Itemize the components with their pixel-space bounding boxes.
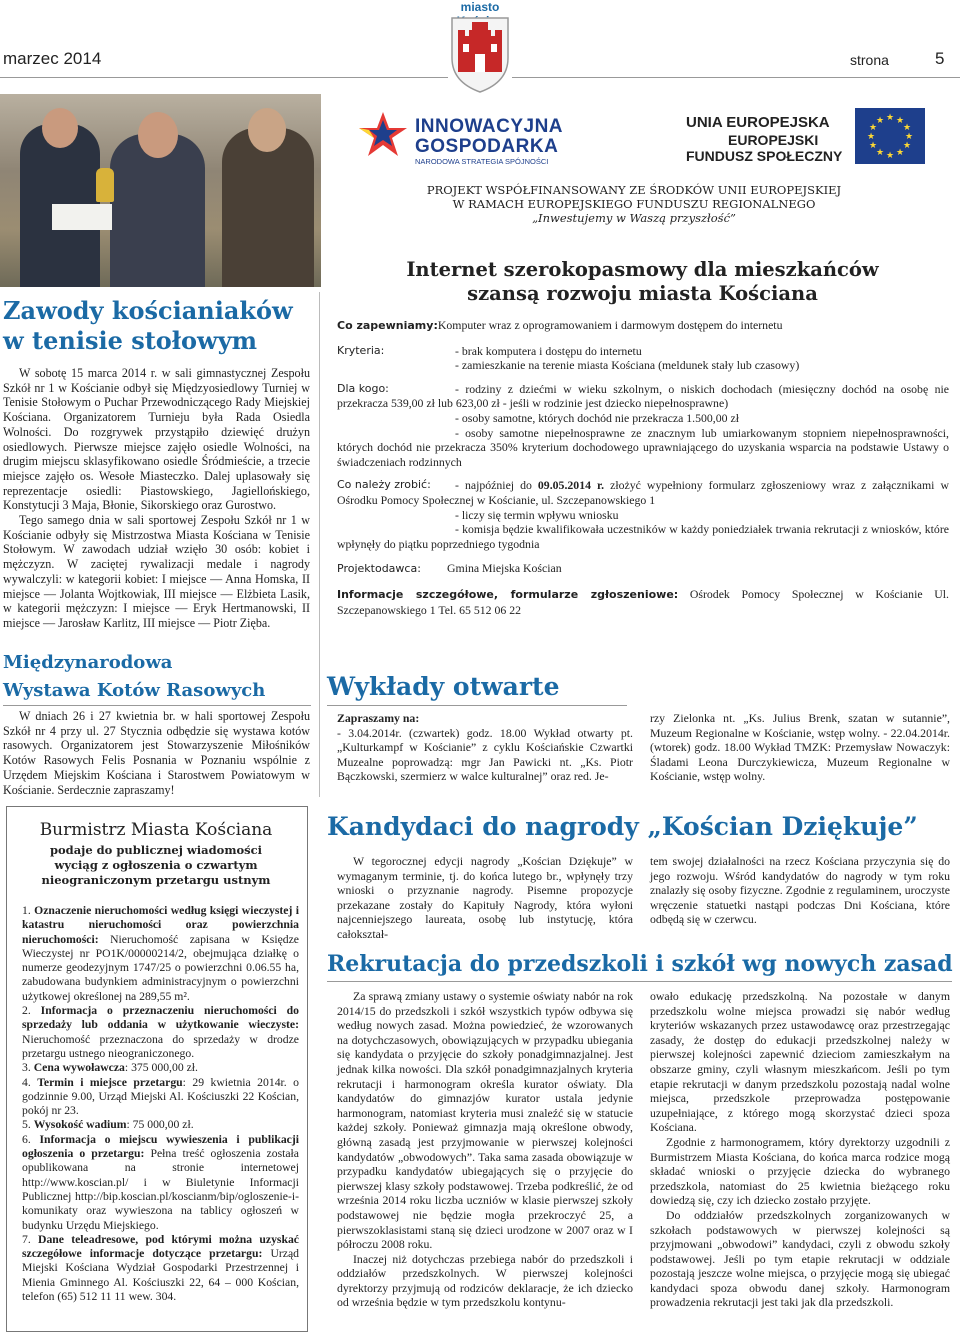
svg-text:★: ★ bbox=[885, 151, 895, 161]
award-col2: tem swojej działalności na rzecz Kościana przyczynia się do jego rozwoju. Wśród kandydatów do nagrody w tym roku znalazły się osoby fizyczne. Zgodnie z regulaminem, uroczyste wręczenie statuetki nastąpi podczas Dni Kościana, które odbędą się w czerwcu. bbox=[650, 854, 950, 927]
svg-text:★: ★ bbox=[875, 116, 885, 126]
recruit-rule bbox=[327, 981, 952, 982]
who-row: Dla kogo: - rodziny z dziećmi w wieku szkolnym, o niskich dochodach (miesięczny dochód na osobę nie przekracza 539,00 zł lub 623,00 zł - jeśli w rodzinie jest dziecko niepełnosprawne) - osoby samotne, których dochód nie przekracza 1.500,00 zł - osoby samotne niepełnosprawne ze znacznym lub umiarkowanym stopniem niepełnosprawności, których dochód nie przekracza 350% kryterium dochodowego uprawniającego do uzyskania wsparcia na podstawie Ustawy o świadczeniach rodzinnych bbox=[337, 381, 949, 469]
eu-line1: UNIA EUROPEJSKA bbox=[686, 114, 830, 131]
ig-star-icon bbox=[357, 110, 409, 158]
project-line1: PROJEKT WSPÓŁFINANSOWANY ZE ŚRODKÓW UNII EUROPEJSKIEJ bbox=[426, 183, 842, 197]
award-col1: W tegorocznej edycji nagrody „Kościan Dziękuje” w wymaganym terminie, tj. do końca lutego br., wpłynęły trzy wnioski o przyznanie nagrody. Pisemne propozycje przekazane zostały do Kapituły Nagrody, która wyłoni najcenniejszego laureata, osobę lub instytucję, która całokształ- bbox=[337, 854, 633, 941]
project-line3: „Inwestujemy w Waszą przyszłość” bbox=[532, 211, 736, 225]
ig-line2: GOSPODARKA bbox=[415, 136, 559, 157]
ig-line1: INNOWACYJNA bbox=[415, 116, 564, 137]
header-rule-right bbox=[512, 77, 960, 78]
svg-text:★: ★ bbox=[868, 123, 878, 133]
criteria-row: Kryteria: - brak komputera i dostępu do internetu - zamieszkanie na terenie miasta Kościana (meldunek stały lub czasowy) bbox=[337, 343, 800, 373]
header-rule bbox=[0, 77, 448, 78]
svg-text:★: ★ bbox=[885, 113, 895, 123]
column-divider bbox=[319, 292, 320, 797]
svg-text:★: ★ bbox=[868, 141, 878, 151]
award-title: Kandydaci do nagrody „Kościan Dziękuje” bbox=[327, 812, 918, 841]
recruit-col1: Za sprawą zmiany ustawy o systemie oświaty nabór na rok 2014/15 do przedszkoli i szkół wszystkich typów odbywa się według nowych zasad. Można powiedzieć, że wzorowanych na dotychczasowych, obowiązujących w przypadku ubiegania się kandydata o przyjęcie do szkoły ponadgimnazjalnej. Jest jednak kilka nowości. Dla szkół ponadgimnazjalnych kryteria rekrutacji i harmonogram określa kurator oświaty. Dla kandydatów do gimnazjów kurator ustala jedynie harmonogram, natomiast kryteria musi znaleźć się w statucie każdej szkoły. Ponieważ gimnazja mają określone obwody, główną zasadą jest przyjmowanie w pierwszej kolejności kandydatów „obwodowych”. Taka sama zasada obowiązuje w przypadku kandydatów ubiegających się o przyjęcie do pierwszej klasy szkoły podstawowej. Trzeba podkreślić, że od września 2014 roku liczba uczniów w klasie pierwszej szkoły podstawowej nie będzie mogła przekroczyć 25, a pierwszoklasistami staną się dzieci urodzone w 2007 oraz w I półroczu 2008 roku. Inaczej niż dotychczas przebiega nabór do przedszkoli i oddziałów przedszkolnych. W pierwszej kolejności dyrektorzy przyjmują od rodziców deklaracje, że ich dziecko od września będzie w tym przedszkolu kontynu- bbox=[337, 989, 633, 1310]
cats-title-rule bbox=[3, 705, 311, 706]
tennis-para2: Tego samego dnia w sali sportowej Zespołu Szkół nr 1 w Kościanie odbyły się Mistrzostwa Miasta Kościana w Tenisie Stołowym. W zawodach udział wzięło 30 osób: kobiet i mężczyzn. W zaciętej rywalizacji medale i nagrody wywalczyli: w kategorii kobiet: I miejsce — Anna Homska, II miejsce — Jolanta Wojtkowiak, III miejsce — Elżbieta Lasik, w kategorii mężczyzn: I miejsce — Eryk Hertmanowski, II miejsce — Jarosław Karlitz, III miejsce — Piotr Zięba. bbox=[3, 513, 310, 630]
projektodawca-row: Projektodawca: Gmina Miejska Kościan bbox=[337, 561, 562, 576]
project-banner bbox=[404, 183, 864, 225]
project-line2: W RAMACH EUROPEJSKIEGO FUNDUSZU REGIONALNEGO bbox=[452, 197, 816, 211]
issue-date: marzec 2014 bbox=[3, 49, 102, 68]
todo-row: Co należy zrobić: - najpóźniej do 09.05.2014 r. złożyć wypełniony formularz zgłoszeniowy wraz z załącznikami w Ośrodku Pomocy Społecznej w Kościanie, ul. Szczepanowskiego 1 - liczy się termin wpływu wniosku - komisja będzie kwalifikowała uczestników w każdy poniedziałek trwania rekrutacji z wniosków, które wpłynęły do piątku poprzedniego tygodnia bbox=[337, 478, 949, 551]
offer-row: Co zapewniamy:Komputer wraz z oprogramowaniem i darmowym dostępem do internetu bbox=[337, 318, 783, 332]
svg-text:★: ★ bbox=[875, 148, 885, 158]
innovative-economy-logo bbox=[357, 110, 577, 166]
tender-subtitle: podaje do publicznej wiadomości wyciąg z ogłoszenia o czwartym nieograniczonym przetargu ustnym bbox=[41, 843, 271, 887]
lectures-title: Wykłady otwarte bbox=[327, 672, 560, 701]
eu-line3: FUNDUSZ SPOŁECZNY bbox=[686, 148, 843, 164]
cats-body: W dniach 26 i 27 kwietnia br. w hali sportowej Zespołu Szkół nr 4 przy ul. 27 Stycznia odbędzie się wystawa kotów rasowych. Organizatorem jest Stowarzyszenie Miłośników Kotów Rasowych Felis Posnania w Poznaniu wspólnie z Urzędem Miejskim Kościana i Starostwem Powiatowym w Kościanie. Serdecznie zapraszamy! bbox=[3, 709, 310, 797]
svg-text:★: ★ bbox=[866, 132, 876, 142]
lectures-col2: rzy Zielonka nt. „Ks. Julius Brenk, szatan w sutannie”, Muzeum Regionalne w Kościanie, wstęp wolny. - 22.04.2014r. (wtorek) godz. 18.00 Wykład TMZK: Przemysław Nowaczyk: Śladami Leona Durczykiewicza, Muzeum Regionalne w Kościanie, wstęp wolny. bbox=[650, 711, 950, 784]
cats-title: Międzynarodowa Wystawa Kotów Rasowych bbox=[3, 652, 266, 701]
internet-body bbox=[337, 318, 949, 617]
info-row: Informacje szczegółowe, formularze zgłoszeniowe: Ośrodek Pomocy Społecznej w Kościanie Ul. Szczepanowskiego 1 Tel. 65 512 06 22 bbox=[337, 586, 949, 617]
tennis-title: Zawody kościaniaków w tenisie stołowym bbox=[3, 296, 293, 355]
svg-text:★: ★ bbox=[904, 132, 914, 142]
svg-text:★: ★ bbox=[902, 123, 912, 133]
coat-of-arms-icon bbox=[448, 14, 512, 94]
town-tag: miasto bbox=[460, 0, 500, 14]
ig-line3: NARODOWA STRATEGIA SPÓJNOŚCI bbox=[415, 157, 549, 166]
tournament-photo bbox=[0, 94, 321, 287]
lectures-rule bbox=[327, 705, 627, 706]
internet-title: Internet szerokopasmowy dla mieszkańców szansą rozwoju miasta Kościana bbox=[406, 258, 879, 305]
recruit-title: Rekrutacja do przedszkoli i szkół wg nowych zasad bbox=[327, 951, 953, 977]
tender-items: 1. Oznaczenie nieruchomości według księgi wieczystej i katastru nieruchomości oraz powierzchnia nieruchomości: Nieruchomość zapisana w Księdze Wieczystej nr PO1K/00000214/2, obejmująca działkę o numerze geodezyjnym 1747/25 o powierzchni 0.06.55 ha, zabudowana budynkiem administracyjnym o powierzchni użytkowej określonej na 289,55 m². 2. Informacja o przeznaczeniu nieruchomości do sprzedaży lub oddania w użytkowanie wieczyste: Nieruchomość przeznaczona do sprzedaży w drodze przetargu ustnego nieograniczonego. 3. Cena wywoławcza: 375 000,00 zł. 4. Termin i miejsce przetargu: 29 kwietnia 2014r. o godzinnie 9.00, Urząd Miejski Al. Kościuszki 22 Kościan, pokój nr 23. 5. Wysokość wadium: 75 000,00 zł. 6. Informacja o miejscu wywieszenia i publikacji ogłoszenia o przetargu: Pełna treść ogłoszenia została opublikowana na stronie internetowej http://www.koscian.pl/ i w Biuletynie Informacji Publicznej http://bip.koscian.pl/koscianm/bip/ogloszenie-i-komunikaty oraz wywieszona na tablicy ogłoszeń w budynku Urzędu Miejskiego. 7. Dane teleadresowe, pod którymi można uzyskać szczegółowe informacje dotyczące przetargu: Urząd Miejski Kościana Wydział Gospodarki Przestrzennej i Mienia Gminnego Al. Kościuszki 22, 64 – 000 Kościan, telefon (65) 512 11 11 wew. 304. bbox=[22, 904, 299, 1304]
tennis-body bbox=[3, 366, 310, 631]
svg-text:★: ★ bbox=[895, 148, 905, 158]
svg-text:★: ★ bbox=[895, 116, 905, 126]
page-number: 5 bbox=[935, 49, 945, 68]
svg-text:★: ★ bbox=[902, 141, 912, 151]
recruit-col2: owało edukację przedszkolną. Na pozostałe w danym przedszkolu wolne miejsca prowadzi się nabór według kryteriów wskazanych przez ustawodawcę oraz przestrzegając zasady, że dostęp do edukacji przedszkolnej należy w pierwszej kolejności zapewnić dzieciom zamieszkałym na obszarze gminy, czyli własnym mieszkańcom. Jeśli po tym etapie rekrutacji w danym przedszkolu pozostają nadal wolne miejsca, przedszkole przeprowadza postępowanie uzupełniające, z którego mogą skorzystać dzieci spoza Kościana. Zgodnie z harmonogramem, który dyrektorzy uzgodnili z Burmistrzem Miasta Kościana, do końca marca rodzice mogą składać wnioski o przyjęcie dziecka do wybranego przedszkola, natomiast do 25 kwietnia bieżącego roku dowiedzą się, czy ich dziecko zostało przyjęte. Do oddziałów przedszkolnych zorganizowanych w szkołach podstawowych w pierwszej kolejności są przyjmowani „obwodowi” kandydaci, czyli z obwodu szkoły podstawowej. Jeśli po tym etapie rekrutacji w oddziale pozostają jeszcze wolne miejsca, o przyjęcie mogą się ubiegać kandydaci spoza obwodu danej szkoły. Harmonogram prowadzenia rekrutacji jest taki jak dla przedszkoli. bbox=[650, 989, 950, 1310]
eu-flag-icon bbox=[855, 108, 925, 164]
tennis-para1: W sobotę 15 marca 2014 r. w sali gimnastycznej Zespołu Szkół nr 1 w Kościanie odbył się Międzyosiedlowy Turniej w Tenisie Stołowym o Puchar Przewodniczącego Rady Miejskiej Kościana. Organizatorem Turnieju była Rada Osiedla Wolności. Do rozgrywek przystąpiło dziewięć drużyn osiedlowych. Pierwsze miejsce zajęło osiedle Wolności, na drugim miejscu sklasyfikowano osiedle Śródmieście, a trzecie miejsce zajęło os. Wesołe Miasteczko. Dalej uplasowały się reprezentacje osiedli: Piastowskiego, Jagiellońskiego, Konstytucji 3 Maja, Błonie, Sikorskiego oraz Gurostwo. bbox=[3, 366, 310, 513]
eu-line2: EUROPEJSKI bbox=[728, 132, 819, 148]
tender-title: Burmistrz Miasta Kościana bbox=[39, 820, 273, 840]
page-label: strona bbox=[850, 52, 889, 68]
lectures-col1: Zapraszamy na: - 3.04.2014r. (czwartek) godz. 18.00 Wykład otwarty pt. „Kulturkampf w Kościanie” z cyklu Kościańskie Czwartki Muzealne poprowadzą: mgr Jan Pawicki nt. „Ks. Piotr Bączkowski, szermierz w walce kulturalnej” oraz red. Je- bbox=[337, 711, 633, 784]
